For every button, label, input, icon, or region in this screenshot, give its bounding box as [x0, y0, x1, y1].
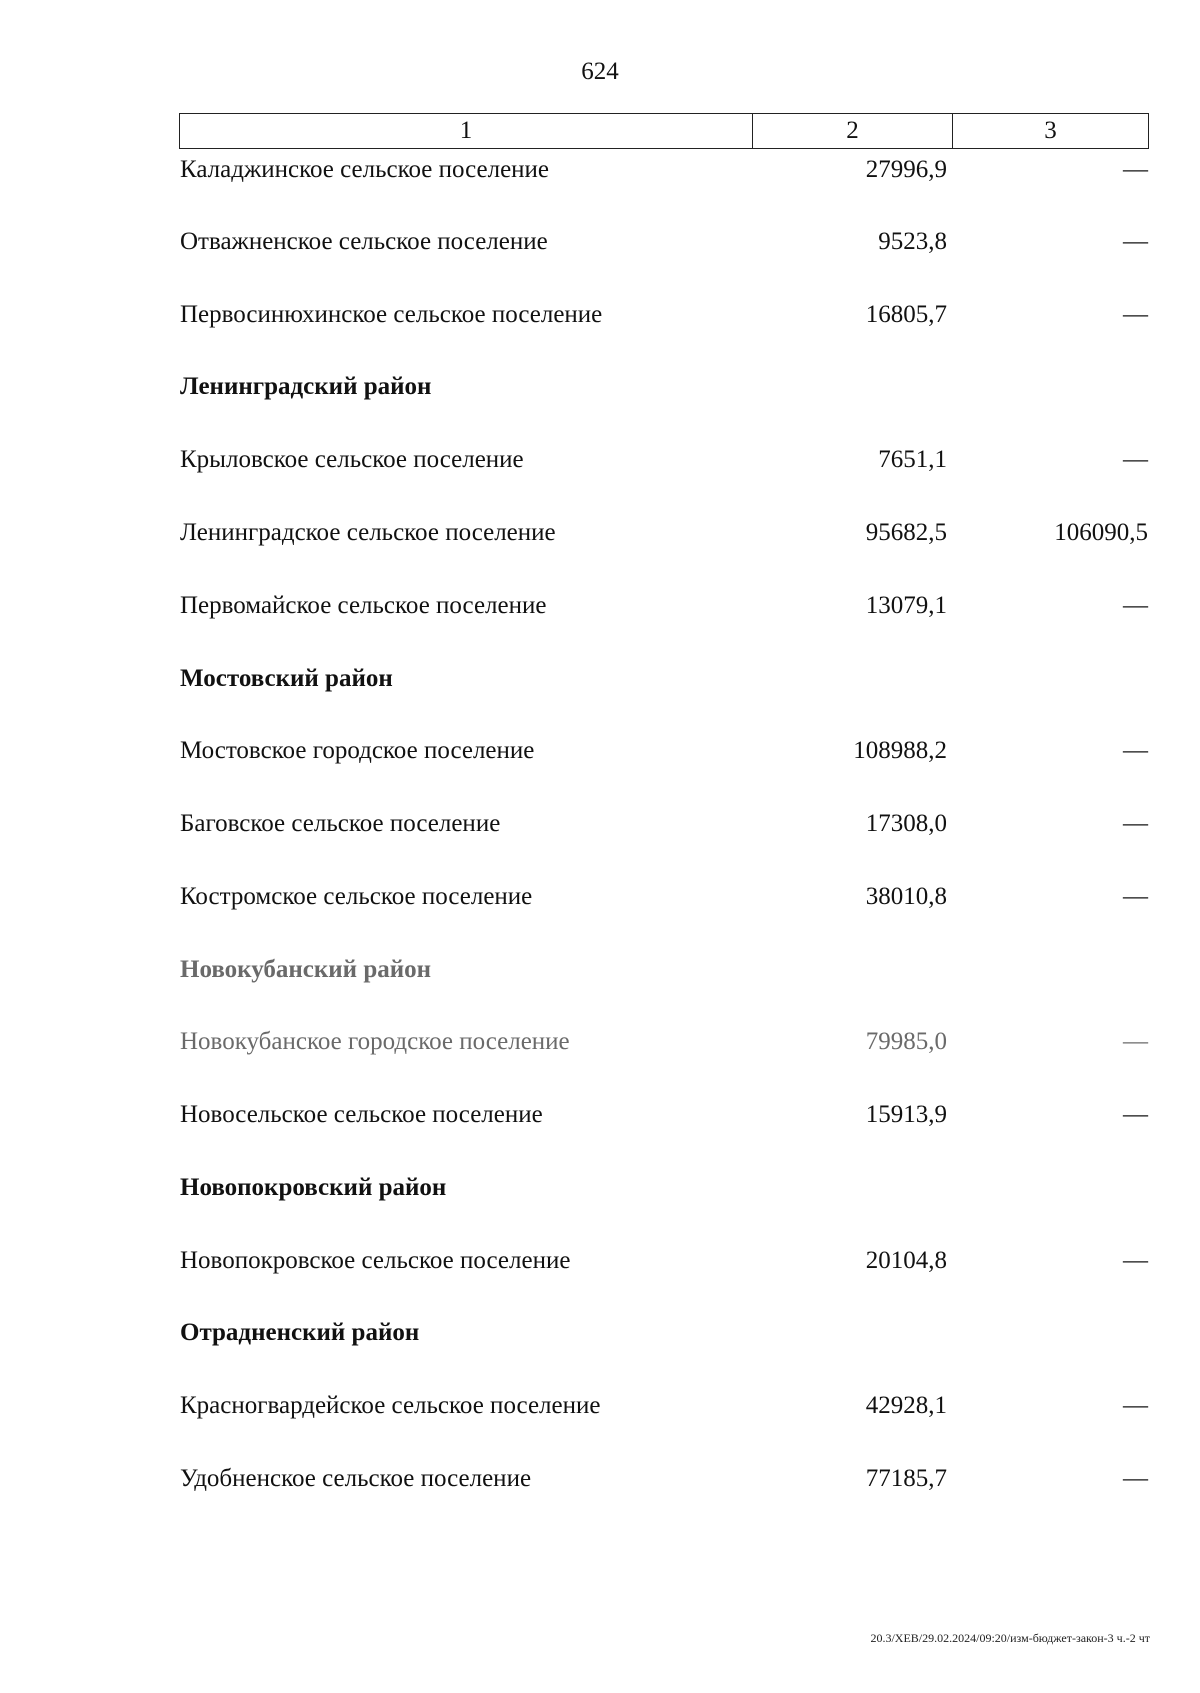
- row-value-col3: —: [1123, 1392, 1148, 1419]
- row-value-col2: 108988,2: [853, 737, 947, 764]
- table-row: [0, 440, 1200, 480]
- row-value-col2: 7651,1: [878, 446, 947, 473]
- row-name: Отважненское сельское поселение: [180, 228, 548, 255]
- row-value-col3: —: [1123, 1028, 1148, 1055]
- row-value-col2: 95682,5: [865, 519, 947, 546]
- row-name: Новокубанское городское поселение: [180, 1028, 570, 1055]
- row-name: Костромское сельское поселение: [180, 883, 533, 910]
- row-value-col2: 9523,8: [878, 228, 947, 255]
- table-row: [0, 1386, 1200, 1426]
- row-value-col2: 79985,0: [865, 1028, 947, 1055]
- section-heading: [0, 1313, 1200, 1353]
- table-row: [0, 150, 1200, 190]
- row-value-col2: 16805,7: [865, 301, 947, 328]
- section-title: Новокубанский район: [180, 956, 432, 983]
- table-row: [0, 513, 1200, 553]
- row-value-col3: —: [1123, 1465, 1148, 1492]
- header-col-2: 2: [753, 114, 953, 148]
- row-value-col2: 17308,0: [865, 810, 947, 837]
- table-header: [179, 113, 1149, 149]
- section-heading: [0, 659, 1200, 699]
- row-value-col2: 20104,8: [865, 1247, 947, 1274]
- row-value-col3: 106090,5: [1054, 519, 1148, 546]
- table-row: [0, 804, 1200, 844]
- table-row: [0, 586, 1200, 626]
- row-value-col3: —: [1123, 883, 1148, 910]
- row-value-col3: —: [1123, 228, 1148, 255]
- row-name: Новопокровское сельское поселение: [180, 1247, 571, 1274]
- row-name: Баговское сельское поселение: [180, 810, 501, 837]
- document-footer-code: 20.3/ХЕВ/29.02.2024/09:20/изм-бюджет-закон-3 ч.-2 чт: [870, 1631, 1150, 1645]
- row-value-col3: —: [1123, 1247, 1148, 1274]
- row-name: Мостовское городское поселение: [180, 737, 535, 764]
- row-value-col2: 42928,1: [865, 1392, 947, 1419]
- row-name: Крыловское сельское поселение: [180, 446, 524, 473]
- table-row: [0, 1459, 1200, 1499]
- row-value-col3: —: [1123, 301, 1148, 328]
- table-row: [0, 222, 1200, 262]
- row-value-col3: —: [1123, 737, 1148, 764]
- section-title: Мостовский район: [180, 665, 393, 692]
- row-value-col2: 15913,9: [865, 1101, 947, 1128]
- table-row: [0, 295, 1200, 335]
- row-name: Ленинградское сельское поселение: [180, 519, 556, 546]
- row-value-col2: 77185,7: [865, 1465, 947, 1492]
- table-row: [0, 877, 1200, 917]
- section-heading: [0, 367, 1200, 407]
- table-row: [0, 731, 1200, 771]
- row-name: Удобненское сельское поселение: [180, 1465, 532, 1492]
- table-row: [0, 1095, 1200, 1135]
- section-heading: [0, 1168, 1200, 1208]
- header-col-3: 3: [1044, 117, 1057, 144]
- section-title: Отрадненский район: [180, 1319, 420, 1346]
- table-row: [0, 1241, 1200, 1281]
- row-value-col3: —: [1123, 446, 1148, 473]
- row-name: Первомайское сельское поселение: [180, 592, 547, 619]
- row-name: Каладжинское сельское поселение: [180, 156, 550, 183]
- section-title: Новопокровский район: [180, 1174, 447, 1201]
- row-value-col2: 38010,8: [865, 883, 947, 910]
- table-row: [0, 1022, 1200, 1062]
- row-value-col2: 27996,9: [865, 156, 947, 183]
- section-title: Ленинградский район: [180, 373, 432, 400]
- row-value-col3: —: [1123, 592, 1148, 619]
- row-value-col3: —: [1123, 810, 1148, 837]
- row-name: Первосинюхинское сельское поселение: [180, 301, 603, 328]
- section-heading: [0, 950, 1200, 990]
- row-value-col3: —: [1123, 156, 1148, 183]
- row-name: Красногвардейское сельское поселение: [180, 1392, 601, 1419]
- row-name: Новосельское сельское поселение: [180, 1101, 543, 1128]
- page-number: 624: [581, 58, 619, 85]
- row-value-col3: —: [1123, 1101, 1148, 1128]
- header-col-1: 1: [180, 114, 753, 148]
- row-value-col2: 13079,1: [865, 592, 947, 619]
